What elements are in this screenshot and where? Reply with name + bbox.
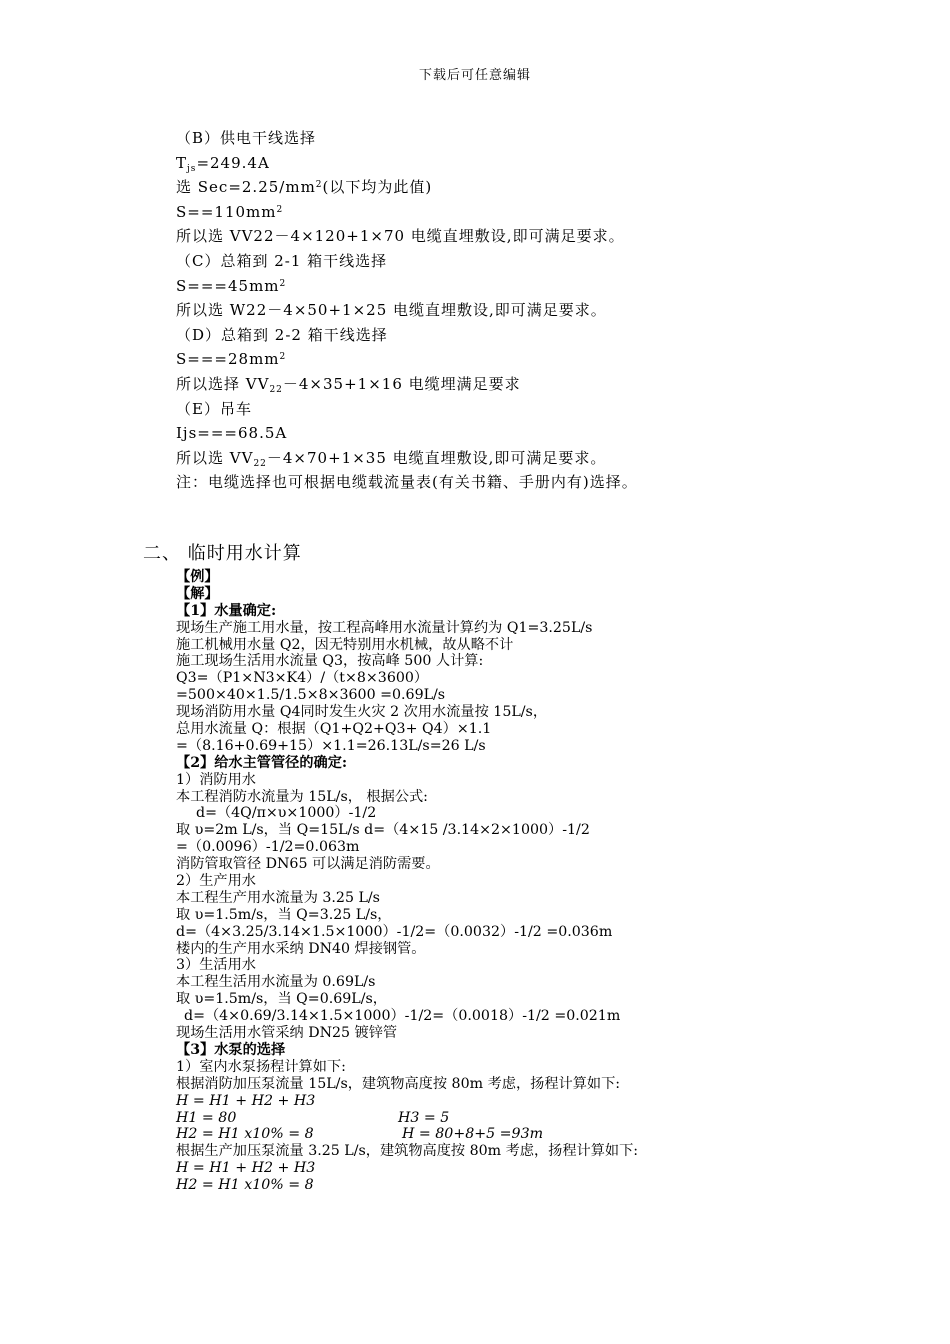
e-ijs-line: Ijs===68.5A xyxy=(176,424,288,443)
text-line: 根据生产加压泵流量 3.25 L/s，建筑物高度按 80m 考虑，扬程计算如下: xyxy=(176,1143,639,1160)
formula-line: =500×40×1.5/1.5×8×3600 =0.69L/s xyxy=(176,687,446,704)
formula-line: Q3=（P1×N3×K4）/（t×8×3600） xyxy=(176,670,429,687)
text-line: 楼内的生产用水采纳 DN40 焊接钢管。 xyxy=(176,940,426,957)
section-d-title: （D）总箱到 2-2 箱干线选择 xyxy=(176,325,388,344)
text-line: 消防管取管径 DN65 可以满足消防需要。 xyxy=(176,856,440,873)
c-choice-line: 所以选 W22－4×50+1×25 电缆直埋敷设,即可满足要求。 xyxy=(176,301,607,320)
text-line: 根据消防加压泵流量 15L/s，建筑物高度按 80m 考虑，扬程计算如下: xyxy=(176,1075,621,1092)
c-area-line: $S===45mm^2$ xyxy=(176,276,287,295)
text-line: 施工机械用水量 Q2，因无特别用水机械，故从略不计 xyxy=(176,636,514,653)
b-area-line: $S==110mm^2$ xyxy=(176,202,284,221)
text-line: 取 υ=1.5m/s，当 Q=0.69L/s， xyxy=(176,991,387,1008)
text-line: 现场消防用水量 Q4同时发生火灾 2 次用水流量按 15L/s， xyxy=(176,704,548,721)
text-line: 现场生活用水管采纳 DN25 镀锌管 xyxy=(176,1025,398,1042)
pipe-diameter-title: 【2】给水主管管径的确定: xyxy=(176,754,348,771)
production-water-title: 2）生产用水 xyxy=(176,873,256,890)
sec-line: 选 $Sec=2.25/mm^2$(以下均为此值) xyxy=(176,178,433,197)
solution-label: 【解】 xyxy=(176,585,219,602)
text-line: 本工程生产用水流量为 3.25 L/s xyxy=(176,889,380,906)
cable-selection-section xyxy=(176,126,916,495)
water-quantity-title: 【1】水量确定: xyxy=(176,602,277,619)
formula-line: d=（4Q/π×υ×1000）-1/2 xyxy=(196,805,377,822)
text-line: 总用水流量 Q：根据（Q1+Q2+Q3+ Q4）×1.1 xyxy=(176,721,492,738)
d-choice-line: 所以选择 $VV_{22}-4\times 35+1\times 16$ 电缆埋满足要求 xyxy=(176,374,521,395)
example-label: 【例】 xyxy=(176,569,219,585)
d-area-line: $S===28mm^2$ xyxy=(176,350,287,369)
formula-line: H2 = H1 x10% = 8 H = 80+8+5 =93m xyxy=(176,1126,544,1143)
formula-line: H = H1 + H2 + H3 xyxy=(176,1160,316,1177)
note-line: 注：电缆选择也可根据电缆载流量表(有关书籍、手册内有)选择。 xyxy=(176,473,638,492)
text-line: 1）室内水泵扬程计算如下: xyxy=(176,1058,346,1075)
section-heading: 二、 临时用水计算 xyxy=(143,543,302,564)
section-c-title: （C）总箱到 2-1 箱干线选择 xyxy=(176,251,388,270)
formula-line: d=（4×3.25/3.14×1.5×1000）-1/2=（0.0032）-1/2 =0.036m xyxy=(176,923,613,940)
text-line: 现场生产施工用水量，按工程高峰用水流量计算约为 Q1=3.25L/s xyxy=(176,619,593,636)
tjs-line: $T_{js}=249.4A$ xyxy=(176,153,270,174)
formula-line: d=（4×0.69/3.14×1.5×1000）-1/2=（0.0018）-1/2 =0.021m xyxy=(184,1008,621,1025)
text-line: 施工现场生活用水流量 Q3，按高峰 500 人计算: xyxy=(176,653,484,670)
text-line: 本工程生活用水流量为 0.69L/s xyxy=(176,974,376,991)
pump-selection-title: 【3】水泵的选择 xyxy=(176,1041,286,1058)
formula-line: 取 υ=2m L/s，当 Q=15L/s d=（4×15 /3.14×2×1000）-1/2 xyxy=(176,822,590,839)
water-calculation-section xyxy=(176,569,916,1194)
domestic-water-title: 3）生活用水 xyxy=(176,957,256,974)
b-choice-line: 所以选 VV22－4×120+1×70 电缆直埋敷设,即可满足要求。 xyxy=(176,227,625,246)
formula-line: H2 = H1 x10% = 8 xyxy=(176,1177,314,1194)
e-choice-line: 所以选 $VV_{22}-4\times 70+1\times 35$ 电缆直埋敷设,即可满足要求。 xyxy=(176,448,607,469)
formula-line: H = H1 + H2 + H3 xyxy=(176,1092,316,1109)
formula-line: =（8.16+0.69+15）×1.1=26.13L/s=26 L/s xyxy=(176,737,486,754)
text-line: 本工程消防水流量为 15L/s， 根据公式: xyxy=(176,788,428,805)
page-header: 下载后可任意编辑 xyxy=(418,68,531,83)
section-b-title: （B）供电干线选择 xyxy=(176,129,317,147)
fire-water-title: 1）消防用水 xyxy=(176,771,256,788)
section-e-title: （E）吊车 xyxy=(176,399,252,418)
text-line: 取 υ=1.5m/s，当 Q=3.25 L/s， xyxy=(176,906,392,923)
formula-line: =（0.0096）-1/2=0.063m xyxy=(176,839,360,856)
formula-line: H1 = 80 H3 = 5 xyxy=(176,1109,450,1126)
